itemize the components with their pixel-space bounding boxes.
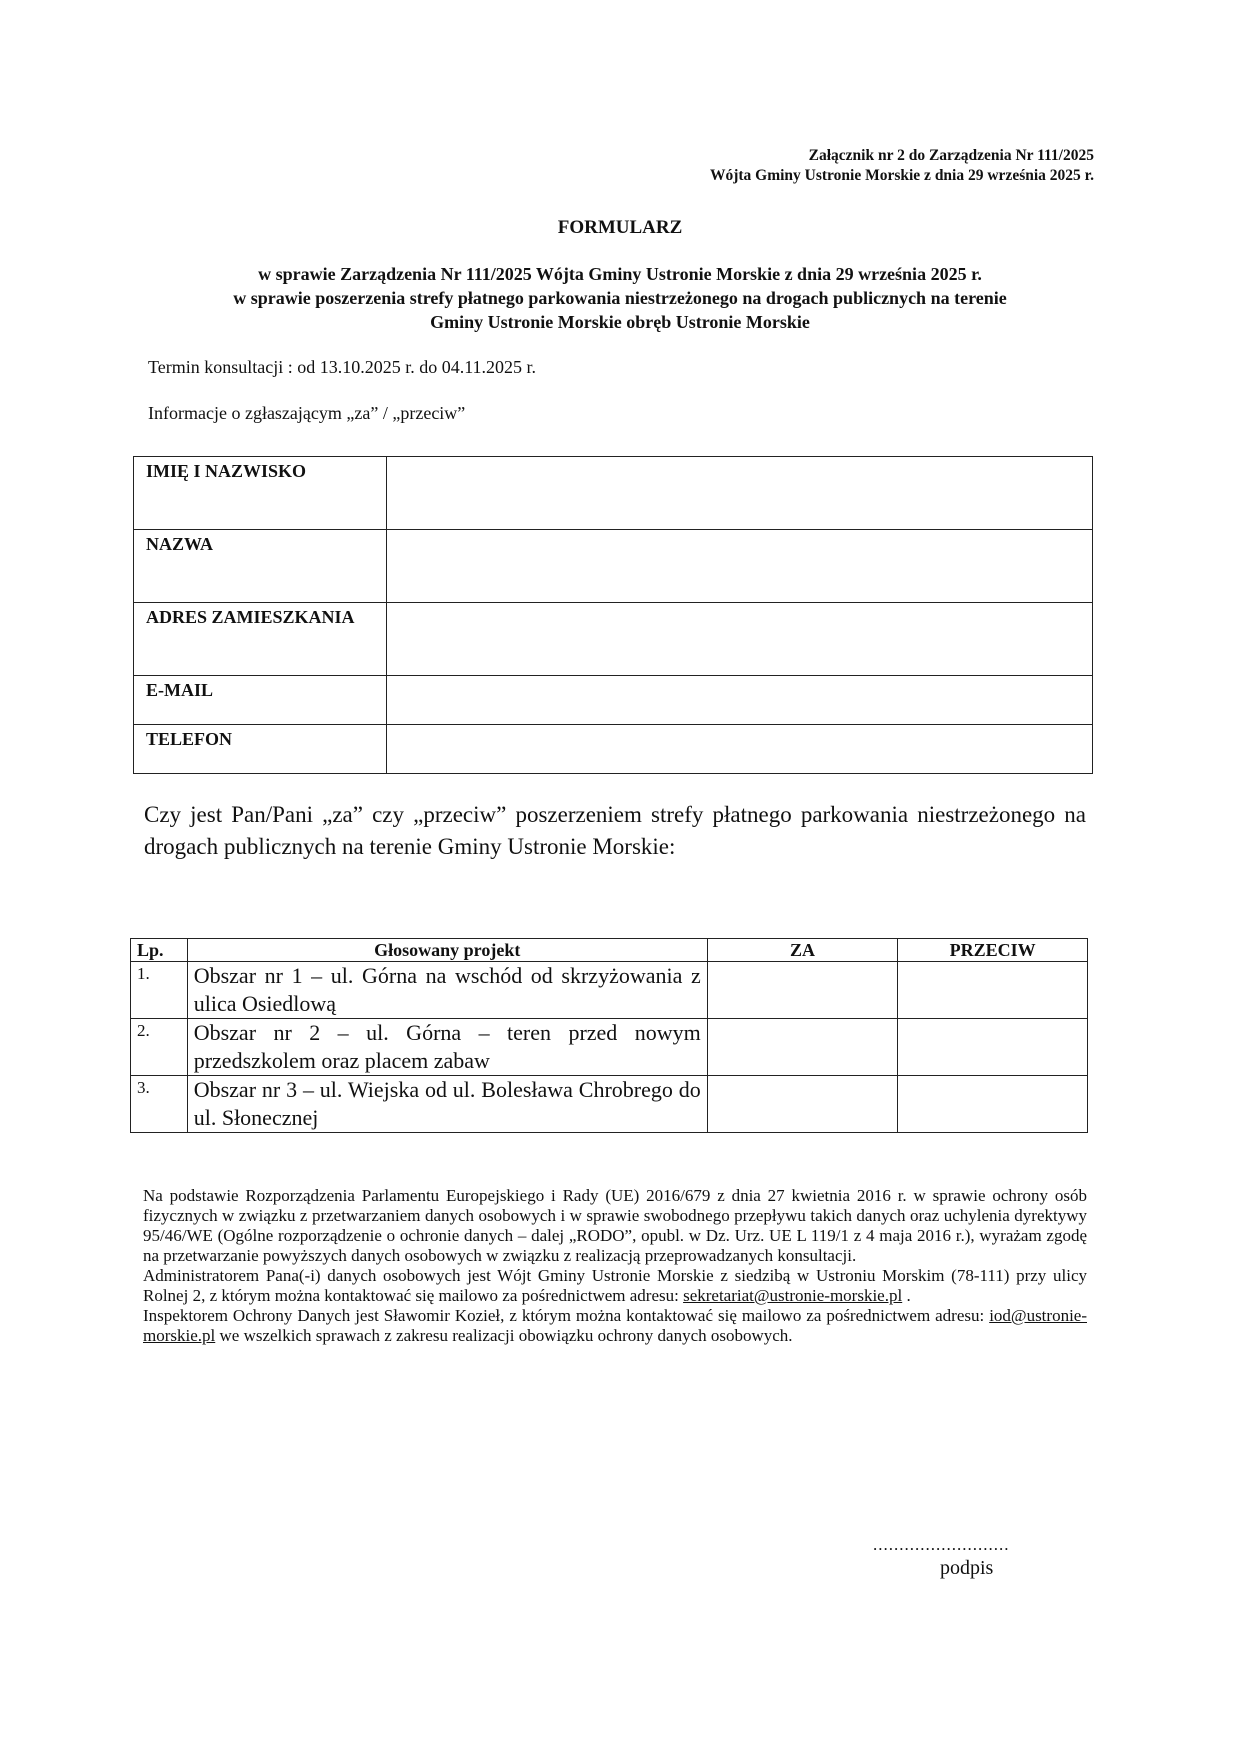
info-row-organization — [134, 530, 1093, 603]
project-description: Obszar nr 1 – ul. Górna na wschód od skrzyżowania z ulica Osiedlową — [187, 962, 707, 1019]
attachment-note — [710, 146, 1094, 186]
applicant-info-table — [133, 456, 1093, 774]
administrator-email-link[interactable]: sekretariat@ustronie-morskie.pl — [683, 1286, 903, 1305]
table-row — [131, 962, 1088, 1019]
przeciw-vote-cell[interactable] — [898, 1019, 1088, 1076]
iod-info — [143, 1306, 1087, 1346]
attachment-note-line1: Załącznik nr 2 do Zarządzenia Nr 111/2025 — [808, 147, 1094, 164]
email-field[interactable] — [387, 676, 1093, 725]
phone-field[interactable] — [387, 725, 1093, 774]
column-header-project: Głosowany projekt — [187, 939, 707, 962]
vote-table — [130, 938, 1088, 1133]
subject-line3: Gminy Ustronie Morskie obręb Ustronie Morskie — [430, 312, 810, 332]
column-header-za: ZA — [707, 939, 898, 962]
info-row-address — [134, 603, 1093, 676]
administrator-text-end: . — [902, 1286, 911, 1305]
administrator-text: Administratorem Pana(-i) danych osobowych jest Wójt Gminy Ustronie Morskie z siedzibą w Ustroniu Morskim (78-111) przy ulicy Rolnej 2, z którym można kontaktować się mailowo za pośrednictwem adresu: — [143, 1266, 1087, 1305]
info-label: ADRES ZAMIESZKANIA — [134, 603, 387, 676]
name-field[interactable] — [387, 457, 1093, 530]
vote-table-header — [131, 939, 1088, 962]
za-vote-cell[interactable] — [707, 962, 898, 1019]
info-label: TELEFON — [134, 725, 387, 774]
info-label: IMIĘ I NAZWISKO — [134, 457, 387, 530]
info-label: E-MAIL — [134, 676, 387, 725]
table-row — [131, 1076, 1088, 1133]
form-title: FORMULARZ — [557, 217, 683, 238]
column-header-przeciw: PRZECIW — [898, 939, 1088, 962]
row-number: 1. — [131, 962, 188, 1019]
row-number: 2. — [131, 1019, 188, 1076]
za-vote-cell[interactable] — [707, 1019, 898, 1076]
project-description: Obszar nr 2 – ul. Górna – teren przed nowym przedszkolem oraz placem zabaw — [187, 1019, 707, 1076]
organization-field[interactable] — [387, 530, 1093, 603]
iod-text-end: we wszelkich sprawach z zakresu realizacji obowiązku ochrony danych osobowych. — [215, 1326, 793, 1345]
iod-text: Inspektorem Ochrony Danych jest Sławomir Kozieł, z którym można kontaktować się mailowo za pośrednictwem adresu: — [143, 1306, 990, 1325]
row-number: 3. — [131, 1076, 188, 1133]
gdpr-consent-text: Na podstawie Rozporządzenia Parlamentu Europejskiego i Rady (UE) 2016/679 z dnia 27 kwietnia 2016 r. w sprawie ochrony osób fizycznych w związku z przetwarzaniem danych osobowych i w sprawie swobodnego przepływu takich danych oraz uchylenia dyrektywy 95/46/WE (Ogólne rozporządzenie o ochronie danych – dalej „RODO”, opubl. w Dz. Urz. UE L 119/1 z 4 maja 2016 r.), wyrażam zgodę na przetwarzanie powyższych danych osobowych w związku z realizacją przeprowadzanych konsultacji. — [143, 1186, 1087, 1265]
voting-question: Czy jest Pan/Pani „za” czy „przeciw” poszerzeniem strefy płatnego parkowania niestrzeżonego na drogach publicznych na terenie Gminy Ustronie Morskie: — [144, 802, 1086, 859]
attachment-note-line2: Wójta Gminy Ustronie Morskie z dnia 29 września 2025 r. — [709, 167, 1094, 184]
za-vote-cell[interactable] — [707, 1076, 898, 1133]
form-subject — [140, 262, 1100, 334]
przeciw-vote-cell[interactable] — [898, 962, 1088, 1019]
info-row-phone — [134, 725, 1093, 774]
info-row-email — [134, 676, 1093, 725]
iod-email-link[interactable]: iod@ustronie-morskie.pl — [143, 1306, 1087, 1345]
project-description: Obszar nr 3 – ul. Wiejska od ul. Bolesława Chrobrego do ul. Słonecznej — [187, 1076, 707, 1133]
info-label: NAZWA — [134, 530, 387, 603]
signature-line[interactable]: .......................... — [873, 1535, 1010, 1554]
address-field[interactable] — [387, 603, 1093, 676]
info-row-name — [134, 457, 1093, 530]
subject-line1: w sprawie Zarządzenia Nr 111/2025 Wójta Gminy Ustronie Morskie z dnia 29 września 2025 r. — [258, 264, 982, 284]
signature-label: podpis — [940, 1557, 994, 1579]
column-header-lp: Lp. — [131, 939, 188, 962]
administrator-info — [143, 1266, 1087, 1306]
table-row — [131, 1019, 1088, 1076]
przeciw-vote-cell[interactable] — [898, 1076, 1088, 1133]
subject-line2: w sprawie poszerzenia strefy płatnego parkowania niestrzeżonego na drogach publicznych na terenie — [233, 288, 1007, 308]
info-intro: Informacje o zgłaszającym „za” / „przeciw” — [148, 403, 466, 423]
consultation-period: Termin konsultacji : od 13.10.2025 r. do 04.11.2025 r. — [148, 357, 537, 377]
gdpr-clause — [143, 1186, 1087, 1346]
